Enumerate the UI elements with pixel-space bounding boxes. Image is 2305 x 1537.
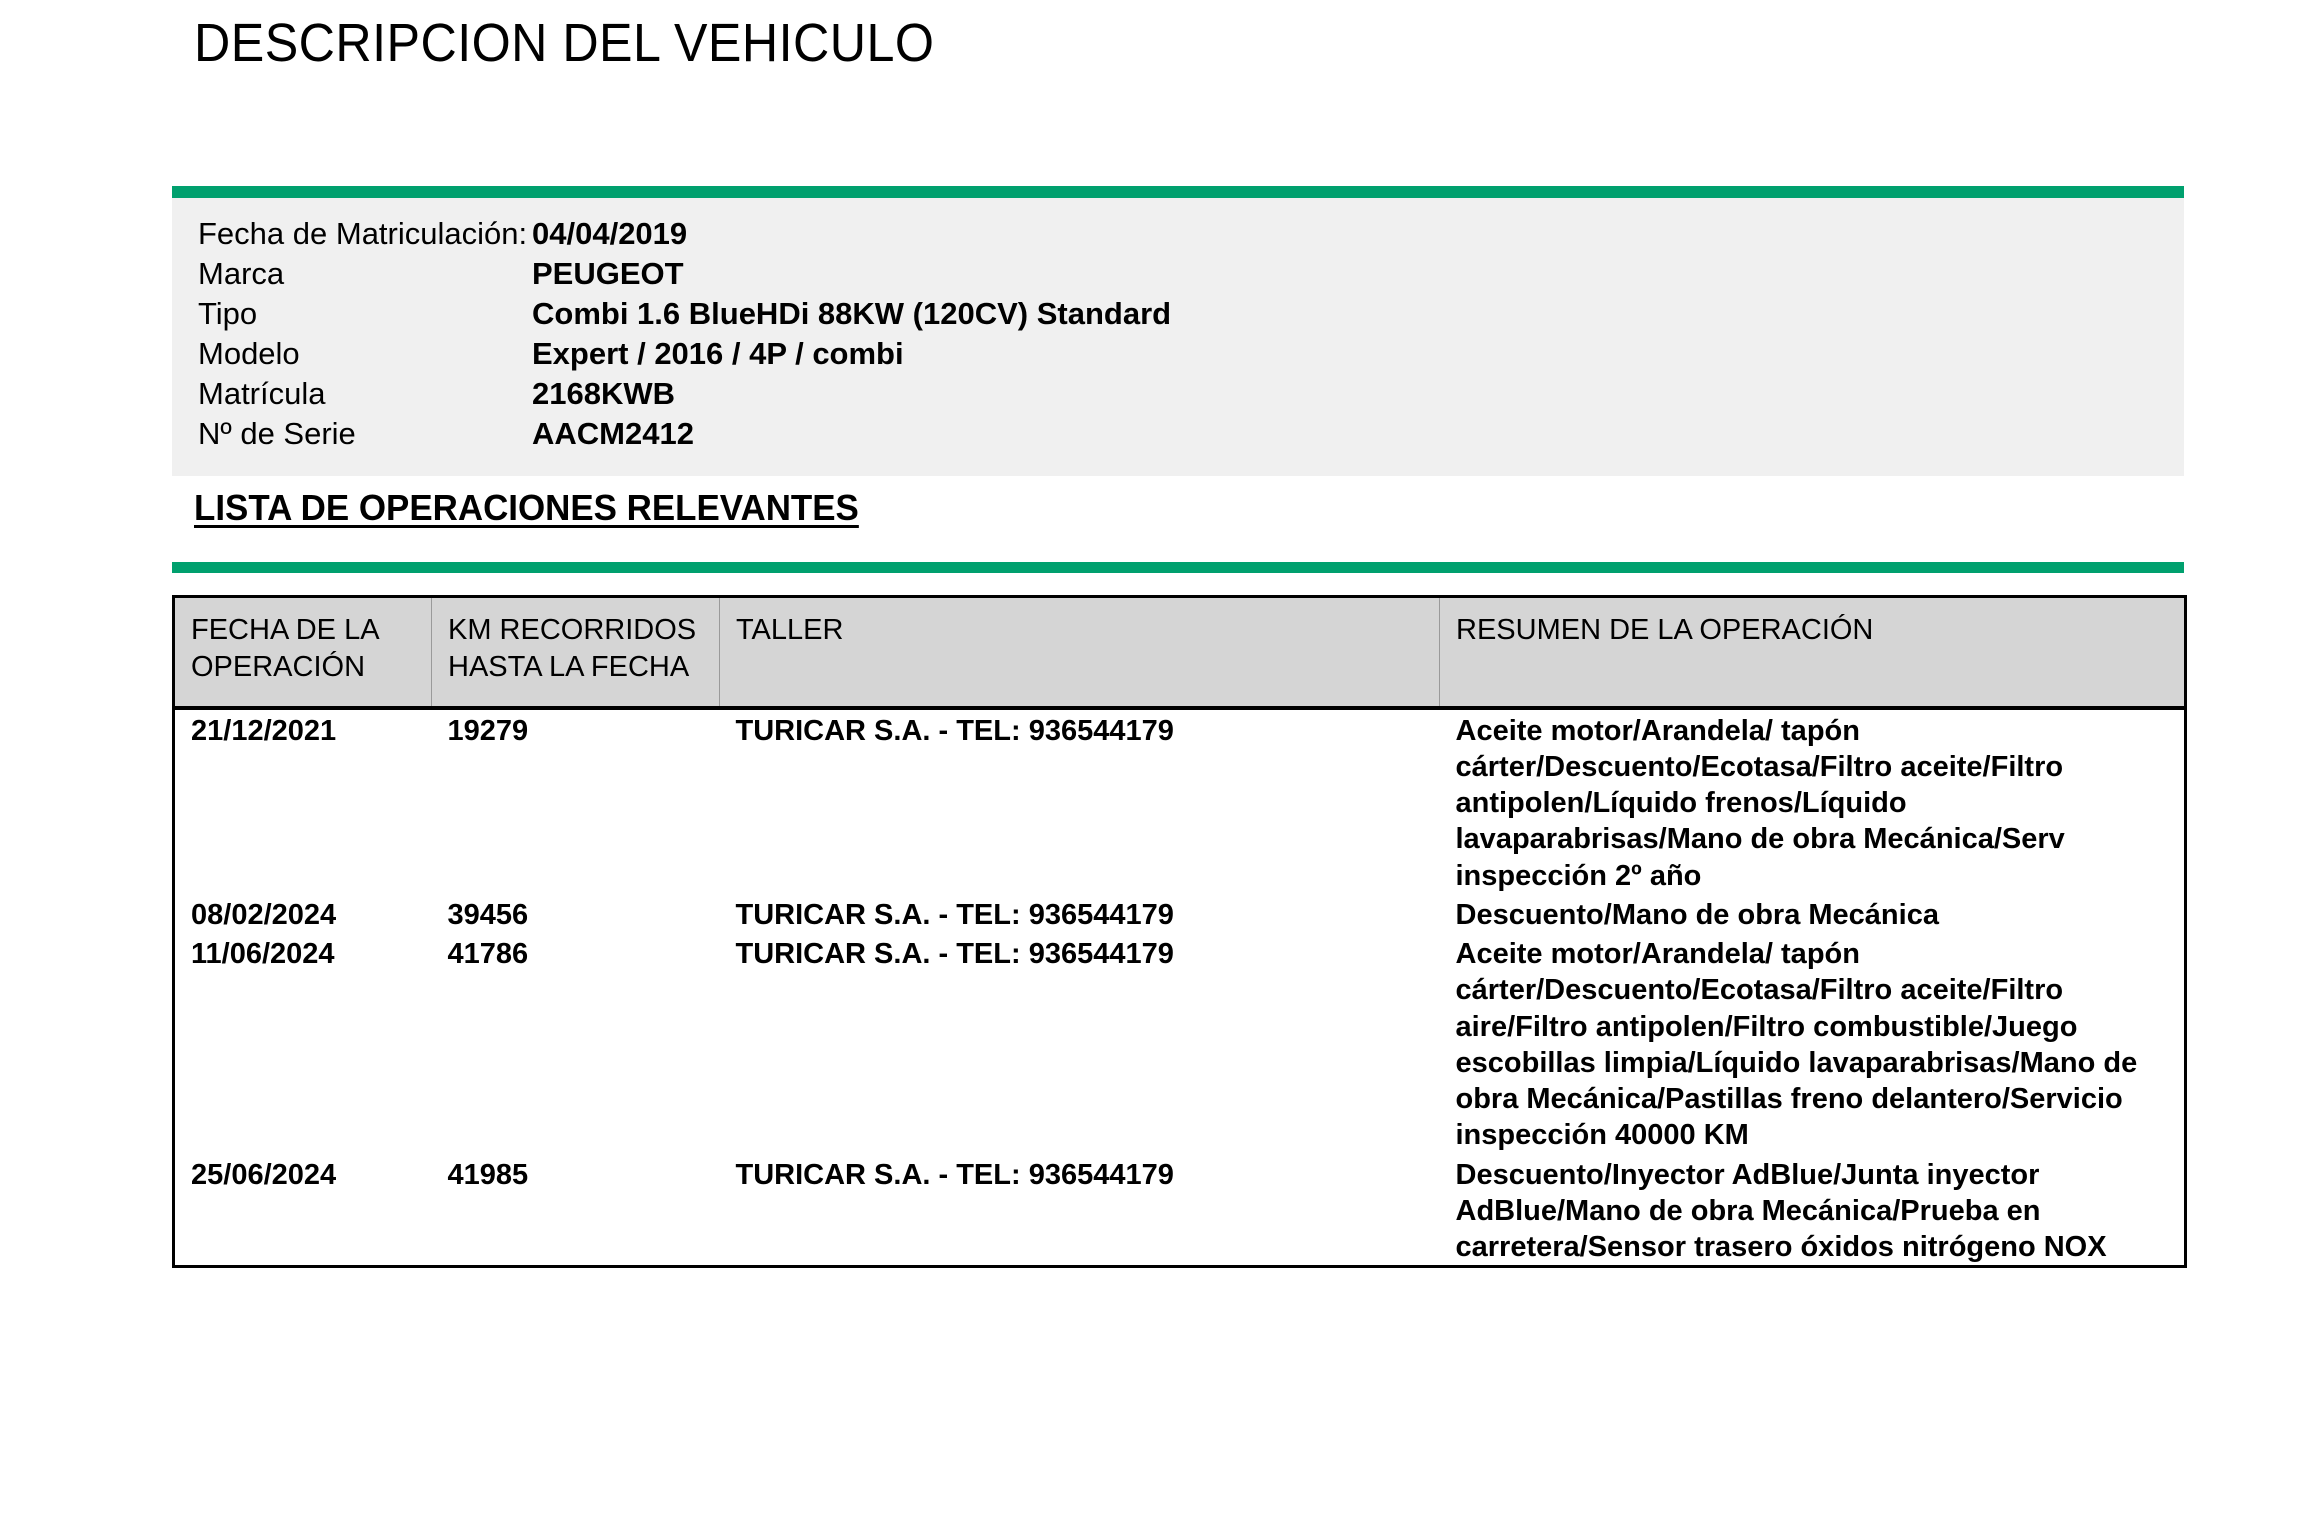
column-header-resumen: RESUMEN DE LA OPERACIÓN <box>1440 597 2186 708</box>
cell-resumen: Descuento/Inyector AdBlue/Junta inyector AdBlue/Mano de obra Mecánica/Prueba en carretera/Sensor trasero óxidos nitrógeno NOX <box>1440 1154 2186 1267</box>
cell-resumen: Aceite motor/Arandela/ tapón cárter/Descuento/Ecotasa/Filtro aceite/Filtro aire/Filtro antipolen/Filtro combustible/Juego escobillas limpia/Líquido lavaparabrisas/Mano de obra Mecánica/Pastillas freno delantero/Servicio inspección 40000 KM <box>1440 933 2186 1154</box>
table-row <box>174 894 2186 933</box>
table-row <box>174 1154 2186 1267</box>
accent-rule-top <box>172 186 2184 198</box>
cell-taller: TURICAR S.A. - TEL: 936544179 <box>720 708 1440 894</box>
vehicle-field-label: Modelo <box>198 336 300 371</box>
operations-section <box>172 562 2184 1268</box>
cell-km: 41985 <box>432 1154 720 1267</box>
vehicle-description-block <box>172 186 2184 476</box>
vehicle-field-value: 2168KWB <box>532 376 675 411</box>
cell-taller: TURICAR S.A. - TEL: 936544179 <box>720 933 1440 1154</box>
cell-fecha: 25/06/2024 <box>174 1154 432 1267</box>
table-header-row <box>174 597 2186 708</box>
cell-taller: TURICAR S.A. - TEL: 936544179 <box>720 894 1440 933</box>
vehicle-info-row <box>172 256 2184 296</box>
vehicle-field-value: Combi 1.6 BlueHDi 88KW (120CV) Standard <box>532 296 1172 331</box>
cell-resumen: Descuento/Mano de obra Mecánica <box>1440 894 2186 933</box>
vehicle-info-row <box>172 416 2184 456</box>
vehicle-field-value: AACM2412 <box>532 416 694 451</box>
cell-km: 41786 <box>432 933 720 1154</box>
column-header-fecha: FECHA DE LA OPERACIÓN <box>174 597 432 708</box>
vehicle-info-row <box>172 336 2184 376</box>
column-header-taller: TALLER <box>720 597 1440 708</box>
operations-section-heading: LISTA DE OPERACIONES RELEVANTES <box>194 487 859 528</box>
table-row <box>174 708 2186 894</box>
page-title: DESCRIPCION DEL VEHICULO <box>194 13 935 73</box>
vehicle-field-label: Matrícula <box>198 376 326 411</box>
vehicle-info-row <box>172 296 2184 336</box>
vehicle-info-list <box>172 198 2184 476</box>
vehicle-field-value: Expert / 2016 / 4P / combi <box>532 336 904 371</box>
table-row <box>174 933 2186 1154</box>
cell-resumen: Aceite motor/Arandela/ tapón cárter/Descuento/Ecotasa/Filtro aceite/Filtro antipolen/Líquido frenos/Líquido lavaparabrisas/Mano de obra Mecánica/Serv inspección 2º año <box>1440 708 2186 894</box>
cell-taller: TURICAR S.A. - TEL: 936544179 <box>720 1154 1440 1267</box>
vehicle-field-value: PEUGEOT <box>532 256 684 291</box>
cell-km: 19279 <box>432 708 720 894</box>
vehicle-field-value: 04/04/2019 <box>532 216 688 251</box>
cell-fecha: 21/12/2021 <box>174 708 432 894</box>
vehicle-field-label: Marca <box>198 256 285 291</box>
vehicle-info-row <box>172 216 2184 256</box>
vehicle-field-label: Fecha de Matriculación: <box>198 216 528 251</box>
operations-table <box>172 595 2187 1268</box>
vehicle-field-label: Nº de Serie <box>198 416 356 451</box>
column-header-km: KM RECORRIDOS HASTA LA FECHA <box>432 597 720 708</box>
cell-fecha: 08/02/2024 <box>174 894 432 933</box>
vehicle-info-row <box>172 376 2184 416</box>
vehicle-field-label: Tipo <box>198 296 258 331</box>
cell-fecha: 11/06/2024 <box>174 933 432 1154</box>
operations-table-body <box>174 708 2186 1267</box>
accent-rule-operations <box>172 562 2184 573</box>
cell-km: 39456 <box>432 894 720 933</box>
operations-table-header <box>174 597 2186 708</box>
